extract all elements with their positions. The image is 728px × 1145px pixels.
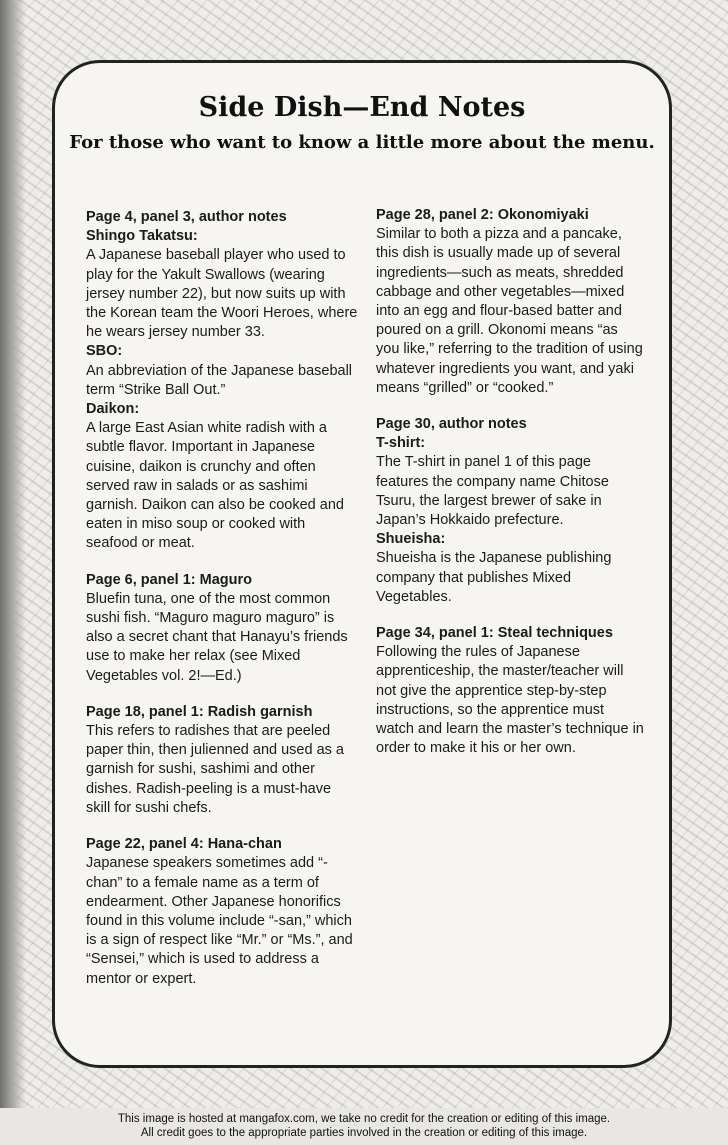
left-column: [86, 208, 358, 1006]
note-text: A large East Asian white radish with a subtle flavor. Important in Japanese cuisine, daikon is crunchy and often served raw in salads or as sashimi garnish. Daikon can also be cooked and eaten in miso soup or cooked with seafood or meat.: [86, 420, 344, 552]
page-title: Side Dish—End Notes: [198, 92, 526, 123]
note-text: Japanese speakers sometimes add “-chan” to a female name as a term of endearment. Other Japanese honorifics found in this volume include “-san,” which is a sign of respect like “Mr.” or “Ms.”, and “Sensei,” which is used to address a mentor or expert.: [86, 855, 353, 987]
note-text: Bluefin tuna, one of the most common sushi fish. “Maguro maguro maguro” is also a secret chant that Hanayu’s friends use to make her relax (see Mixed Vegetables vol. 2!—Ed.): [86, 590, 348, 684]
note-heading: Page 30, author notes: [376, 416, 527, 433]
hosting-credit-footer: [0, 1112, 728, 1140]
note-section: [86, 703, 358, 818]
note-text: Similar to both a pizza and a pancake, this dish is usually made up of several ingredients—such as meats, shredded cabbage and other vegetables—mixed into an egg and flour-based batter and poured on a grill. Okonomi means “as you like,” referring to the tradition of using whatever ingredients you want, and yaki means “grilled” or “cooked.”: [376, 226, 643, 396]
note-section: [86, 571, 358, 686]
note-text: Following the rules of Japanese apprenticeship, the master/teacher will not give the apprentice step-by-step instructions, so the apprentice must watch and learn the master’s technique in order to make it his or her own.: [376, 644, 644, 757]
book-spine-shadow: [0, 0, 26, 1108]
note-text: An abbreviation of the Japanese baseball term “Strike Ball Out.”: [86, 362, 353, 398]
note-text: A Japanese baseball player who used to play for the Yakult Swallows (wearing jersey number 22), but now suits up with the Korean team the Woori Heroes, where he wears jersey number 33.: [86, 247, 358, 341]
note-text: The T-shirt in panel 1 of this page features the company name Chitose Tsuru, the largest brewer of sake in Japan’s Hokkaido prefecture.: [376, 454, 609, 529]
note-heading: Page 34, panel 1: Steal techniques: [376, 625, 613, 642]
note-section: [86, 208, 358, 554]
page-subtitle: For those who want to know a little more about the menu.: [69, 132, 655, 153]
note-heading: Page 22, panel 4: Hana-chan: [86, 836, 282, 853]
note-term: SBO:: [86, 343, 123, 360]
note-section: [86, 835, 358, 989]
note-heading: Page 6, panel 1: Maguro: [86, 571, 252, 588]
note-section: [376, 624, 644, 758]
note-section: [376, 206, 644, 398]
note-text: Shueisha is the Japanese publishing company that publishes Mixed Vegetables.: [376, 550, 612, 605]
note-term: Shueisha:: [376, 531, 446, 548]
note-text: This refers to radishes that are peeled paper thin, then julienned and used as a garnish for sushi, sashimi and other dishes. Radish-peeling is a must-have skill for sushi chefs.: [86, 723, 344, 816]
footer-line: All credit goes to the appropriate parties involved in the creation or editing of this image.: [140, 1127, 588, 1139]
note-term: T-shirt:: [376, 435, 426, 452]
note-heading: Page 4, panel 3, author notes: [86, 209, 287, 225]
footer-line: This image is hosted at mangafox.com, we take no credit for the creation or editing of this image.: [117, 1113, 611, 1125]
note-term: Daikon:: [86, 401, 140, 418]
note-heading: Page 18, panel 1: Radish garnish: [86, 703, 313, 720]
note-section: [376, 415, 644, 607]
right-column: [376, 206, 644, 775]
note-heading: Page 28, panel 2: Okonomiyaki: [376, 207, 589, 223]
note-term: Shingo Takatsu:: [86, 228, 198, 245]
